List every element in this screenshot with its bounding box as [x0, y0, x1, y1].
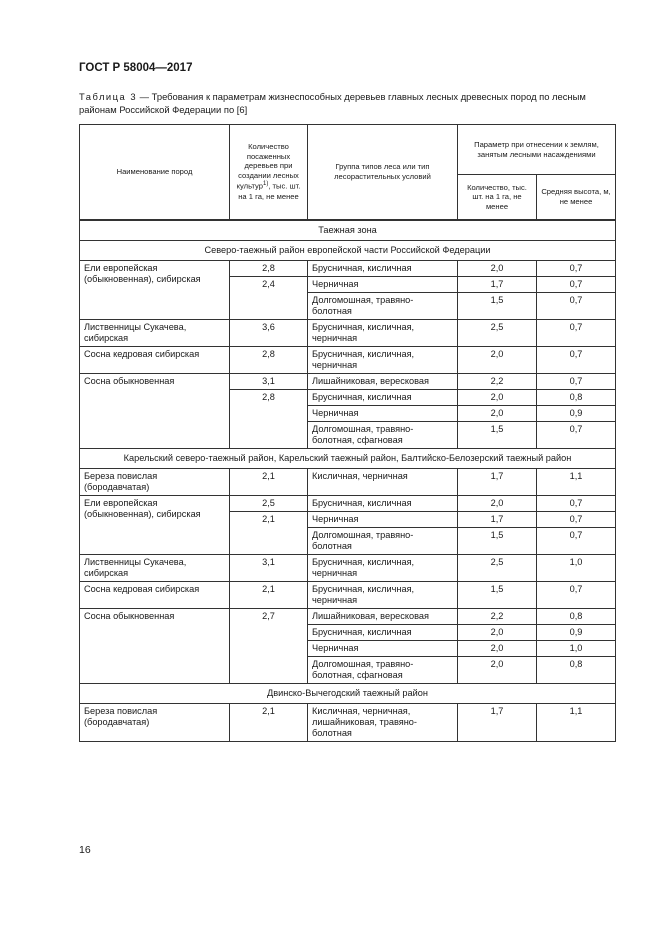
- cell-forest-type: Долгомошная, травяно-болотная, сфагновая: [308, 421, 458, 448]
- cell-planted-count: 2,5: [230, 495, 308, 511]
- cell-planted-count: 2,1: [230, 703, 308, 741]
- cell-param-height: 0,7: [537, 511, 616, 527]
- col-header-planted-count-unit: , тыс. шт. на 1 га, не менее: [238, 182, 301, 201]
- cell-param-count: 1,7: [458, 511, 537, 527]
- cell-param-height: 0,9: [537, 405, 616, 421]
- cell-param-count: 2,5: [458, 319, 537, 346]
- table-row: [80, 703, 616, 741]
- col-header-parameter-group: Параметр при отнесении к землям, занятым лесными насаждениями: [458, 125, 616, 175]
- cell-forest-type: Долгомошная, травяно-болотная, сфагновая: [308, 656, 458, 683]
- cell-param-height: 1,1: [537, 468, 616, 495]
- cell-planted-count: 2,7: [230, 608, 308, 683]
- section-row: [80, 448, 616, 468]
- table-caption-text: — Требования к параметрам жизнеспособных деревьев главных лесных древесных пород по лесным районам Российской Федерации по [6]: [79, 91, 586, 115]
- cell-forest-type: Лишайниковая, вересковая: [308, 373, 458, 389]
- table-row: [80, 346, 616, 373]
- cell-forest-type: Лишайниковая, вересковая: [308, 608, 458, 624]
- cell-forest-type: Черничная: [308, 640, 458, 656]
- cell-param-height: 1,0: [537, 554, 616, 581]
- cell-param-height: 1,1: [537, 703, 616, 741]
- cell-species: Ели европейская (обыкновенная), сибирская: [80, 260, 230, 319]
- cell-param-count: 2,0: [458, 346, 537, 373]
- cell-species: Береза повислая (бородавчатая): [80, 468, 230, 495]
- cell-forest-type: Кисличная, черничная, лишайниковая, травяно-болотная: [308, 703, 458, 741]
- cell-param-height: 0,8: [537, 389, 616, 405]
- cell-param-count: 2,0: [458, 640, 537, 656]
- table-row: [80, 468, 616, 495]
- cell-planted-count: 3,6: [230, 319, 308, 346]
- cell-forest-type: Брусничная, кисличная: [308, 624, 458, 640]
- section-row: [80, 240, 616, 260]
- zone-title: Таежная зона: [80, 220, 616, 241]
- cell-param-height: 0,7: [537, 581, 616, 608]
- page-number: 16: [79, 844, 91, 856]
- cell-species: Лиственницы Сукачева, сибирская: [80, 319, 230, 346]
- table-caption: [79, 91, 619, 116]
- cell-param-height: 0,9: [537, 624, 616, 640]
- cell-forest-type: Брусничная, кисличная: [308, 260, 458, 276]
- cell-planted-count: 2,8: [230, 346, 308, 373]
- cell-param-height: 0,7: [537, 373, 616, 389]
- cell-param-count: 2,5: [458, 554, 537, 581]
- cell-param-count: 1,5: [458, 527, 537, 554]
- cell-param-count: 2,0: [458, 389, 537, 405]
- cell-species: Сосна обыкновенная: [80, 373, 230, 448]
- cell-forest-type: Брусничная, кисличная, черничная: [308, 346, 458, 373]
- cell-param-height: 0,7: [537, 495, 616, 511]
- cell-planted-count: 2,4: [230, 276, 308, 319]
- cell-forest-type: Брусничная, кисличная, черничная: [308, 554, 458, 581]
- cell-param-count: 1,7: [458, 468, 537, 495]
- cell-planted-count: 2,1: [230, 581, 308, 608]
- table-body: [80, 220, 616, 742]
- section-row: [80, 683, 616, 703]
- table-row: [80, 260, 616, 276]
- requirements-table: [79, 124, 616, 742]
- cell-planted-count: 3,1: [230, 373, 308, 389]
- cell-planted-count: 2,8: [230, 260, 308, 276]
- cell-forest-type: Брусничная, кисличная: [308, 389, 458, 405]
- section-title: Двинско-Вычегодский таежный район: [80, 683, 616, 703]
- cell-forest-type: Черничная: [308, 405, 458, 421]
- cell-param-height: 0,8: [537, 656, 616, 683]
- cell-species: Сосна кедровая сибирская: [80, 581, 230, 608]
- table-row: [80, 554, 616, 581]
- cell-species: Сосна кедровая сибирская: [80, 346, 230, 373]
- table-row: [80, 373, 616, 389]
- section-title: Карельский северо-таежный район, Карельский таежный район, Балтийско-Белозерский таежный район: [80, 448, 616, 468]
- cell-param-count: 1,7: [458, 703, 537, 741]
- cell-param-height: 0,7: [537, 346, 616, 373]
- cell-param-height: 0,7: [537, 319, 616, 346]
- cell-forest-type: Брусничная, кисличная, черничная: [308, 581, 458, 608]
- table-row: [80, 495, 616, 511]
- cell-param-height: 0,7: [537, 292, 616, 319]
- cell-species: Сосна обыкновенная: [80, 608, 230, 683]
- cell-species: Ели европейская (обыкновенная), сибирская: [80, 495, 230, 554]
- cell-forest-type: Брусничная, кисличная: [308, 495, 458, 511]
- document-code: ГОСТ Р 58004—2017: [79, 62, 193, 74]
- cell-param-count: 1,5: [458, 581, 537, 608]
- table-caption-label: Таблица 3: [79, 91, 138, 102]
- col-header-planted-count-text: Количество посаженных деревьев при создании лесных культур: [236, 142, 299, 192]
- cell-forest-type: Долгомошная, травяно-болотная: [308, 527, 458, 554]
- cell-forest-type: Кисличная, черничная: [308, 468, 458, 495]
- table-row: [80, 608, 616, 624]
- section-title: Северо-таежный район европейской части Российской Федерации: [80, 240, 616, 260]
- cell-param-count: 2,0: [458, 260, 537, 276]
- cell-param-height: 0,7: [537, 527, 616, 554]
- cell-species: Лиственницы Сукачева, сибирская: [80, 554, 230, 581]
- cell-forest-type: Черничная: [308, 511, 458, 527]
- cell-planted-count: 2,1: [230, 468, 308, 495]
- cell-param-count: 2,2: [458, 373, 537, 389]
- cell-param-count: 1,5: [458, 292, 537, 319]
- cell-param-height: 0,7: [537, 421, 616, 448]
- col-header-planted-count: [230, 125, 308, 220]
- cell-forest-type: Черничная: [308, 276, 458, 292]
- col-header-param-height: Средняя высота, м, не менее: [537, 175, 616, 220]
- cell-species: Береза повислая (бородавчатая): [80, 703, 230, 741]
- cell-param-height: 0,8: [537, 608, 616, 624]
- cell-planted-count: 2,1: [230, 511, 308, 554]
- col-header-param-count: Количество, тыс. шт. на 1 га, не менее: [458, 175, 537, 220]
- cell-param-count: 2,2: [458, 608, 537, 624]
- footnote-marker: 1): [262, 181, 269, 188]
- cell-param-count: 2,0: [458, 624, 537, 640]
- cell-param-height: 0,7: [537, 260, 616, 276]
- cell-forest-type: Долгомошная, травяно-болотная: [308, 292, 458, 319]
- table-row: [80, 319, 616, 346]
- cell-param-count: 2,0: [458, 495, 537, 511]
- cell-param-count: 1,7: [458, 276, 537, 292]
- table-row: [80, 581, 616, 608]
- cell-planted-count: 2,8: [230, 389, 308, 448]
- cell-param-count: 2,0: [458, 656, 537, 683]
- cell-forest-type: Брусничная, кисличная, черничная: [308, 319, 458, 346]
- col-header-forest-type: Группа типов леса или тип лесорастительных условий: [308, 125, 458, 220]
- col-header-species: Наименование пород: [80, 125, 230, 220]
- cell-param-count: 2,0: [458, 405, 537, 421]
- cell-param-height: 1,0: [537, 640, 616, 656]
- cell-param-height: 0,7: [537, 276, 616, 292]
- cell-param-count: 1,5: [458, 421, 537, 448]
- cell-planted-count: 3,1: [230, 554, 308, 581]
